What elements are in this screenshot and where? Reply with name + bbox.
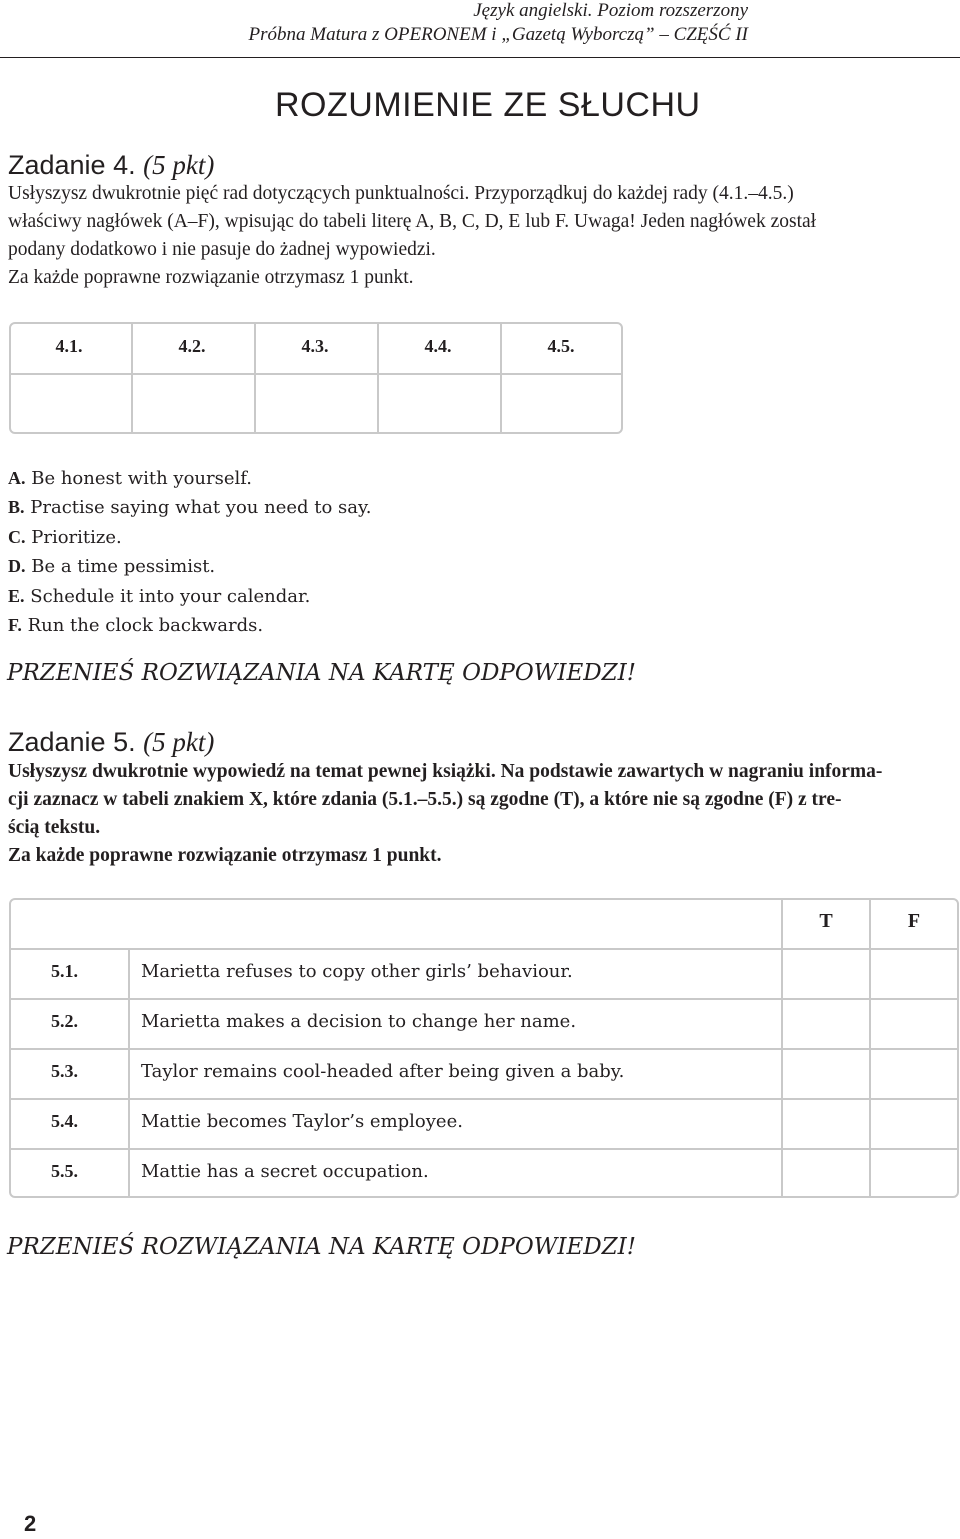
option-letter: D. — [8, 556, 26, 577]
task5-title-label: Zadanie 5. — [8, 727, 136, 757]
option-letter: E. — [8, 585, 25, 606]
statement-number: 5.1. — [51, 961, 78, 981]
option-letter: B. — [8, 497, 25, 518]
table-divider — [11, 998, 957, 1000]
table-divider — [11, 1098, 957, 1100]
task4-instructions — [8, 180, 960, 292]
statement-number: 5.3. — [51, 1061, 78, 1081]
section-title: ROZUMIENIE ZE SŁUCHU — [275, 86, 701, 124]
task4-instruction-line: Usłyszysz dwukrotnie pięć rad dotyczących punktualności. Przyporządkuj do każdej rady (4.1.–4.5.) — [8, 183, 794, 204]
header-exam-name: Próbna Matura z OPERONEM i „Gazetą Wyborczą” – CZĘŚĆ II — [248, 24, 748, 45]
page-number: 2 — [24, 1511, 37, 1536]
column-header-4-1: 4.1. — [55, 336, 83, 356]
task4-score-note: Za każde poprawne rozwiązanie otrzymasz 1 punkt. — [8, 267, 414, 288]
statement-number: 5.5. — [51, 1161, 78, 1181]
task5-score-note: Za każde poprawne rozwiązanie otrzymasz 1 punkt. — [8, 845, 442, 866]
task4-transfer-note: PRZENIEŚ ROZWIĄZANIA NA KARTĘ ODPOWIEDZI! — [7, 660, 636, 686]
header-divider — [0, 57, 960, 58]
task5-instruction-line: Usłyszysz dwukrotnie wypowiedź na temat pewnej książki. Na podstawie zawartych w nagraniu informa- — [8, 761, 883, 782]
statement-text: Mattie has a secret occupation. — [141, 1161, 429, 1182]
option-item — [8, 611, 372, 640]
table-divider — [500, 324, 502, 432]
option-item — [8, 523, 372, 552]
option-text: Be a time pessimist. — [31, 556, 216, 578]
statement-text: Taylor remains cool-headed after being given a baby. — [141, 1061, 625, 1082]
option-text: Practise saying what you need to say. — [30, 497, 372, 519]
table-divider — [11, 948, 957, 950]
option-text: Prioritize. — [31, 526, 122, 548]
task5-transfer-note: PRZENIEŚ ROZWIĄZANIA NA KARTĘ ODPOWIEDZI! — [7, 1234, 636, 1260]
task4-options-list — [8, 464, 372, 640]
table-divider — [131, 324, 133, 432]
statement-text: Marietta refuses to copy other girls’ behaviour. — [141, 961, 573, 982]
task5-title — [8, 727, 214, 758]
task5-instruction-line: ścią tekstu. — [8, 817, 101, 838]
statement-text: Marietta makes a decision to change her name. — [141, 1011, 577, 1032]
statement-number: 5.4. — [51, 1111, 78, 1131]
header-subject: Język angielski. Poziom rozszerzony — [473, 0, 748, 21]
column-header-4-3: 4.3. — [301, 336, 329, 356]
option-text: Be honest with yourself. — [31, 468, 253, 489]
option-item — [8, 464, 372, 493]
column-header-4-4: 4.4. — [424, 336, 452, 356]
option-text: Schedule it into your calendar. — [30, 585, 311, 607]
task5-points: (5 pkt) — [143, 727, 215, 757]
table-divider — [11, 1148, 957, 1150]
column-header-4-2: 4.2. — [178, 336, 206, 356]
statement-text: Mattie becomes Taylor’s employee. — [141, 1111, 463, 1132]
table-divider — [11, 1048, 957, 1050]
option-item — [8, 582, 372, 611]
task5-instructions — [8, 758, 960, 870]
column-header-false: F — [907, 910, 921, 932]
option-item — [8, 493, 372, 522]
task4-instruction-line: właściwy nagłówek (A–F), wpisując do tabeli literę A, B, C, D, E lub F. Uwaga! Jeden nagłówek został — [8, 211, 817, 232]
column-header-true: T — [819, 910, 833, 932]
table-divider — [254, 324, 256, 432]
option-letter: A. — [8, 468, 26, 488]
task4-instruction-line: podany dodatkowo i nie pasuje do żadnej wypowiedzi. — [8, 239, 436, 260]
table-divider — [377, 324, 379, 432]
task4-answer-table — [9, 322, 623, 434]
task4-points: (5 pkt) — [143, 150, 215, 180]
option-text: Run the clock backwards. — [27, 615, 264, 637]
task5-instruction-line: cji zaznacz w tabeli znakiem X, które zdania (5.1.–5.5.) są zgodne (T), a które nie są zgodne (F) z tre- — [8, 789, 842, 810]
column-header-4-5: 4.5. — [547, 336, 575, 356]
task5-true-false-table — [9, 898, 959, 1198]
option-letter: F. — [8, 615, 22, 636]
task4-title-label: Zadanie 4. — [8, 150, 136, 180]
option-item — [8, 552, 372, 581]
table-divider — [11, 373, 621, 375]
statement-number: 5.2. — [51, 1011, 78, 1031]
task4-title — [8, 150, 214, 181]
option-letter: C. — [8, 526, 26, 547]
table-divider — [128, 948, 130, 1196]
